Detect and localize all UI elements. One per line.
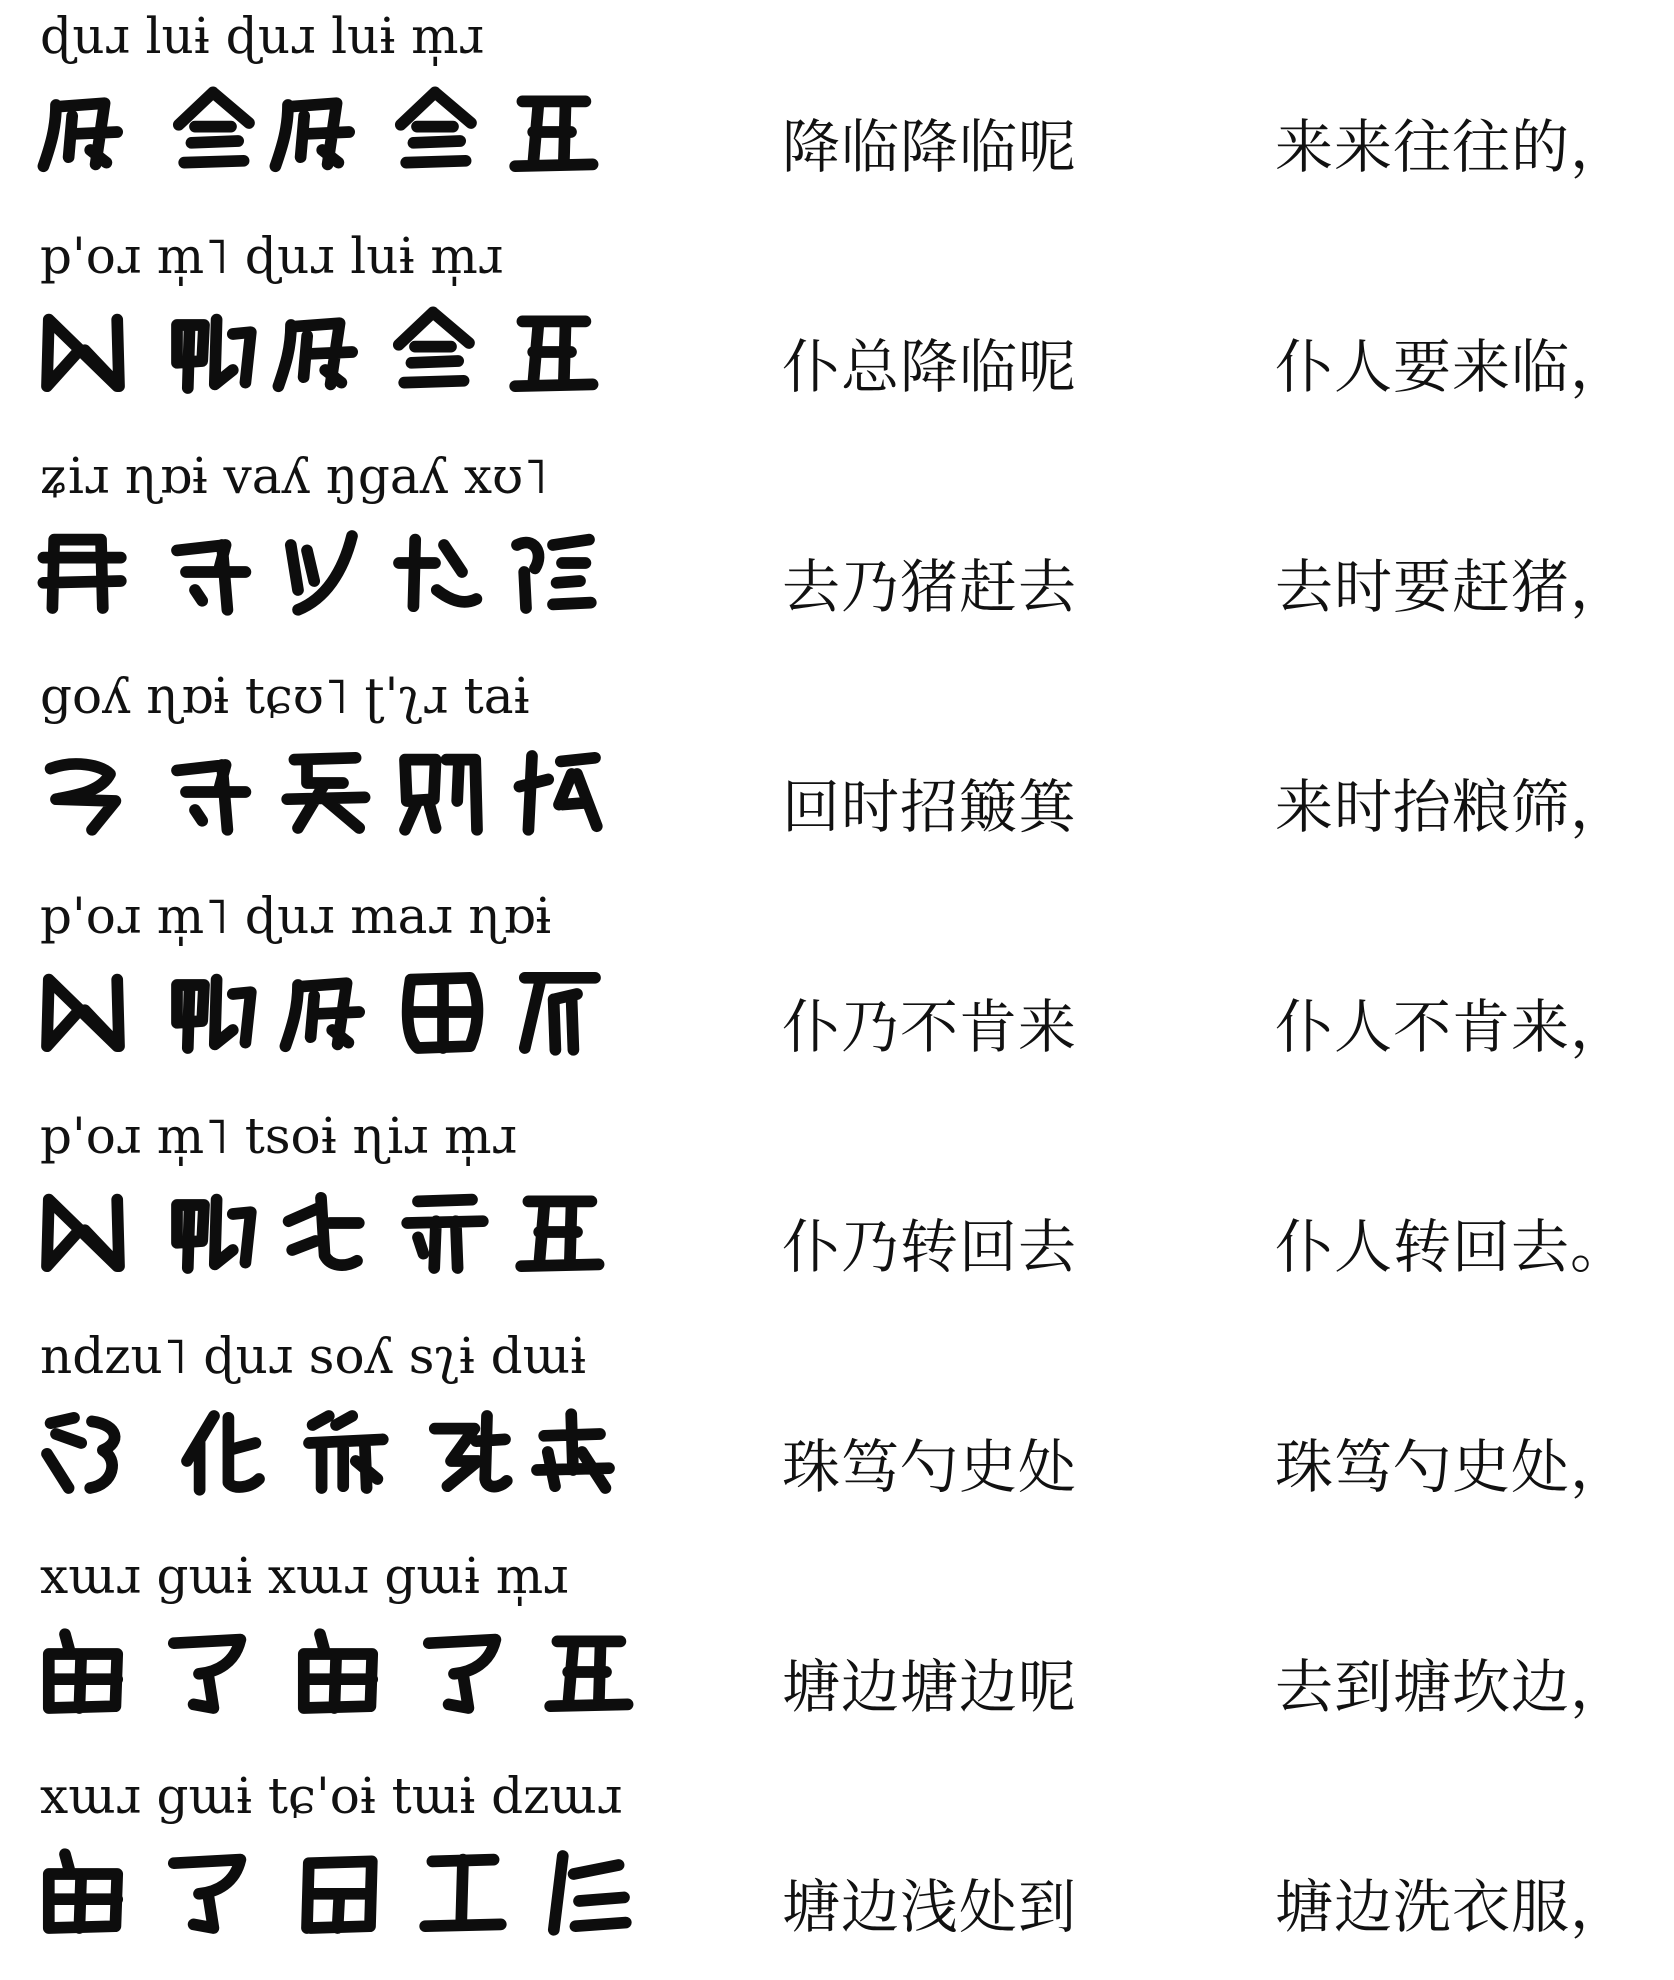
shuixi-glyph-22-icon xyxy=(424,1404,514,1500)
yi-script-line xyxy=(38,1404,618,1514)
ipa-transcription: p'oɹ m̩˥ ɖuɹ luɨ m̩ɹ xyxy=(40,227,503,285)
shuixi-glyph-21-icon xyxy=(300,1404,390,1500)
shuixi-glyph-23-icon xyxy=(528,1404,618,1500)
ipa-transcription: goʎ ɳɒɨ tɕʊ˥ ʈ'ʅɹ taɨ xyxy=(40,667,530,725)
free-translation: 仆人转回去。 xyxy=(1275,1213,1630,1281)
ipa-transcription: ɖuɹ luɨ ɖuɹ luɨ m̩ɹ xyxy=(40,7,484,65)
yi-script-line xyxy=(38,1844,618,1954)
free-translation: 去时要赶猪， xyxy=(1275,553,1630,621)
ipa-transcription: ʑiɹ ɳɒɨ vaʎ ŋgaʎ xʊ˥ xyxy=(40,447,548,505)
shuixi-glyph-1-icon xyxy=(273,304,363,400)
ipa-transcription: ndzu˥ ɖuɹ soʎ sʅɨ dɯɨ xyxy=(40,1327,586,1385)
shuixi-glyph-16-icon xyxy=(514,964,604,1060)
shuixi-glyph-24-icon xyxy=(38,1844,128,1940)
verse-stanza xyxy=(0,1540,1674,1760)
shuixi-glyph-19-icon xyxy=(38,1404,128,1500)
shuixi-glyph-17-icon xyxy=(276,1184,366,1280)
shuixi-glyph-2-icon xyxy=(390,84,480,180)
shuixi-glyph-12-icon xyxy=(280,744,370,840)
verse-stanza xyxy=(0,440,1674,660)
shuixi-glyph-5-icon xyxy=(168,964,258,1060)
verse-stanza xyxy=(0,1320,1674,1540)
shuixi-glyph-3-icon xyxy=(514,1184,604,1280)
verse-stanza xyxy=(0,1760,1674,1980)
free-translation: 珠笃勺史处， xyxy=(1275,1433,1630,1501)
word-gloss: 珠笃勺史处 xyxy=(782,1433,1078,1501)
yi-script-line xyxy=(38,524,618,634)
word-gloss: 塘边塘边呢 xyxy=(782,1653,1078,1721)
shuixi-glyph-15-icon xyxy=(398,964,488,1060)
word-gloss: 回时招簸箕 xyxy=(782,773,1078,841)
shuixi-glyph-25-icon xyxy=(163,1624,253,1720)
word-gloss: 降临降临呢 xyxy=(782,113,1078,181)
shuixi-glyph-7-icon xyxy=(168,524,258,620)
ipa-transcription: xɯɹ gɯɨ xɯɹ gɯɨ m̩ɹ xyxy=(40,1547,569,1605)
shuixi-glyph-7-icon xyxy=(168,744,258,840)
shuixi-glyph-24-icon xyxy=(38,1624,128,1720)
yi-script-line xyxy=(38,1184,618,1294)
word-gloss: 去乃猪赶去 xyxy=(782,553,1078,621)
word-gloss: 仆乃转回去 xyxy=(782,1213,1078,1281)
verse-stanza xyxy=(0,1100,1674,1320)
shuixi-glyph-18-icon xyxy=(400,1184,490,1280)
shuixi-glyph-26-icon xyxy=(298,1844,388,1940)
shuixi-glyph-4-icon xyxy=(38,964,128,1060)
shuixi-glyph-28-icon xyxy=(543,1844,633,1940)
yi-script-line xyxy=(38,84,618,194)
ipa-transcription: p'oɹ m̩˥ tsoɨ ɳiɹ m̩ɹ xyxy=(40,1107,517,1165)
shuixi-glyph-20-icon xyxy=(178,1404,268,1500)
shuixi-glyph-5-icon xyxy=(168,304,258,400)
shuixi-glyph-14-icon xyxy=(514,744,604,840)
verse-stanza xyxy=(0,660,1674,880)
yi-script-line xyxy=(38,1624,618,1734)
shuixi-glyph-3-icon xyxy=(543,1624,633,1720)
shuixi-glyph-4-icon xyxy=(38,304,128,400)
word-gloss: 仆总降临呢 xyxy=(782,333,1078,401)
free-translation: 仆人不肯来， xyxy=(1275,993,1630,1061)
verse-stanza xyxy=(0,0,1674,220)
free-translation: 来时抬粮筛， xyxy=(1275,773,1630,841)
ipa-transcription: xɯɹ gɯɨ tɕ'oɨ tɯɨ dzɯɹ xyxy=(40,1767,622,1825)
shuixi-glyph-3-icon xyxy=(508,84,598,180)
verse-stanza xyxy=(0,220,1674,440)
shuixi-glyph-8-icon xyxy=(280,524,370,620)
shuixi-glyph-6-icon xyxy=(38,524,128,620)
shuixi-glyph-1-icon xyxy=(38,84,128,180)
free-translation: 仆人要来临， xyxy=(1275,333,1630,401)
shuixi-glyph-25-icon xyxy=(418,1624,508,1720)
shuixi-glyph-11-icon xyxy=(38,744,128,840)
shuixi-glyph-9-icon xyxy=(390,524,480,620)
shuixi-glyph-2-icon xyxy=(168,84,258,180)
verse-stanza xyxy=(0,880,1674,1100)
shuixi-glyph-10-icon xyxy=(508,524,598,620)
shuixi-glyph-4-icon xyxy=(38,1184,128,1280)
shuixi-glyph-25-icon xyxy=(163,1844,253,1940)
shuixi-glyph-5-icon xyxy=(168,1184,258,1280)
shuixi-glyph-1-icon xyxy=(270,84,360,180)
yi-script-line xyxy=(38,304,618,414)
shuixi-glyph-1-icon xyxy=(280,964,370,1060)
word-gloss: 塘边浅处到 xyxy=(782,1873,1078,1941)
yi-script-line xyxy=(38,744,618,854)
free-translation: 来来往往的， xyxy=(1275,113,1630,181)
shuixi-glyph-3-icon xyxy=(508,304,598,400)
free-translation: 去到塘坎边， xyxy=(1275,1653,1630,1721)
ipa-transcription: p'oɹ m̩˥ ɖuɹ maɹ ɳɒɨ xyxy=(40,887,552,945)
free-translation: 塘边洗衣服， xyxy=(1275,1873,1630,1941)
shuixi-glyph-2-icon xyxy=(388,304,478,400)
shuixi-glyph-13-icon xyxy=(396,744,486,840)
yi-script-line xyxy=(38,964,618,1074)
shuixi-glyph-24-icon xyxy=(293,1624,383,1720)
word-gloss: 仆乃不肯来 xyxy=(782,993,1078,1061)
shuixi-glyph-27-icon xyxy=(418,1844,508,1940)
